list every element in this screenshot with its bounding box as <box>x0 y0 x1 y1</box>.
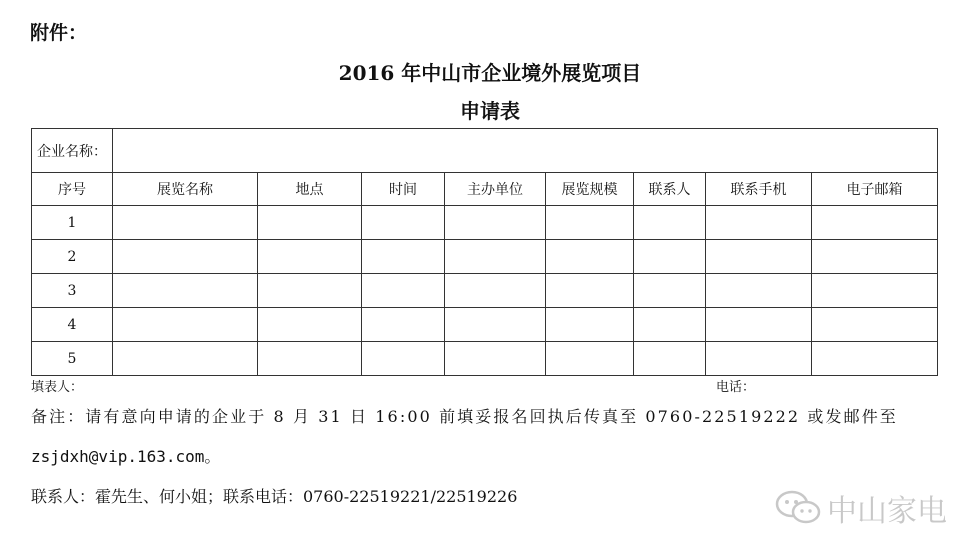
table-header-row <box>32 173 938 206</box>
table-cell[interactable] <box>634 308 706 342</box>
table-cell[interactable] <box>812 308 938 342</box>
table-cell[interactable] <box>706 308 812 342</box>
table-cell[interactable] <box>113 308 258 342</box>
table-cell[interactable] <box>546 240 634 274</box>
column-header-organizer: 主办单位 <box>445 173 546 206</box>
table-cell[interactable] <box>546 206 634 240</box>
table-cell[interactable] <box>258 342 362 376</box>
table-cell[interactable] <box>706 342 812 376</box>
watermark-text: 中山家电 <box>827 494 947 529</box>
table-cell[interactable] <box>706 274 812 308</box>
table-cell[interactable] <box>258 308 362 342</box>
table-cell[interactable] <box>706 240 812 274</box>
form-title: 2016 年中山市企业境外展览项目 <box>338 61 642 85</box>
form-subtitle: 申请表 <box>460 99 520 123</box>
row-number: 5 <box>32 342 113 376</box>
table-row <box>32 308 938 342</box>
column-header-mobile: 联系手机 <box>706 173 812 206</box>
table-cell[interactable] <box>445 342 546 376</box>
table-cell[interactable] <box>706 206 812 240</box>
table-cell[interactable] <box>362 342 445 376</box>
table-cell[interactable] <box>634 206 706 240</box>
table-cell[interactable] <box>258 240 362 274</box>
row-number: 3 <box>32 274 113 308</box>
company-row <box>32 129 938 173</box>
table-cell[interactable] <box>812 342 938 376</box>
column-header-location: 地点 <box>258 173 362 206</box>
table-cell[interactable] <box>362 274 445 308</box>
table-cell[interactable] <box>445 240 546 274</box>
column-header-time: 时间 <box>362 173 445 206</box>
table-cell[interactable] <box>113 342 258 376</box>
company-name-field[interactable] <box>113 129 938 173</box>
table-cell[interactable] <box>445 274 546 308</box>
table-cell[interactable] <box>113 240 258 274</box>
table-cell[interactable] <box>445 206 546 240</box>
column-header-serial: 序号 <box>32 173 113 206</box>
table-cell[interactable] <box>546 342 634 376</box>
table-cell[interactable] <box>113 274 258 308</box>
application-table <box>31 128 938 376</box>
table-cell[interactable] <box>546 274 634 308</box>
column-header-email: 电子邮箱 <box>812 173 938 206</box>
company-name-label: 企业名称： <box>32 129 113 173</box>
table-cell[interactable] <box>258 274 362 308</box>
table-cell[interactable] <box>812 274 938 308</box>
table-cell[interactable] <box>362 308 445 342</box>
note-email: zsjdxh@vip.163.com。 <box>31 447 221 466</box>
phone-label: 电话： <box>716 380 756 395</box>
table-row <box>32 342 938 376</box>
column-header-exhibition-name: 展览名称 <box>113 173 258 206</box>
filler-label: 填表人： <box>31 380 84 395</box>
note-contacts: 联系人：霍先生、何小姐；联系电话：0760-22519221/22519226 <box>31 487 518 506</box>
wechat-icon <box>775 490 821 526</box>
table-row <box>32 240 938 274</box>
table-cell[interactable] <box>812 206 938 240</box>
table-cell[interactable] <box>362 206 445 240</box>
row-number: 2 <box>32 240 113 274</box>
table-row <box>32 274 938 308</box>
note-text: 备注：请有意向申请的企业于 8 月 31 日 16:00 前填妥报名回执后传真至 0760-22519222 或发邮件至 <box>31 407 898 426</box>
table-cell[interactable] <box>258 206 362 240</box>
table-cell[interactable] <box>546 308 634 342</box>
table-cell[interactable] <box>634 342 706 376</box>
table-cell[interactable] <box>812 240 938 274</box>
attachment-label: 附件： <box>30 22 88 44</box>
column-header-contact: 联系人 <box>634 173 706 206</box>
table-cell[interactable] <box>634 240 706 274</box>
table-cell[interactable] <box>634 274 706 308</box>
table-cell[interactable] <box>362 240 445 274</box>
table-row <box>32 206 938 240</box>
row-number: 4 <box>32 308 113 342</box>
column-header-scale: 展览规模 <box>546 173 634 206</box>
table-cell[interactable] <box>445 308 546 342</box>
watermark <box>775 486 947 530</box>
row-number: 1 <box>32 206 113 240</box>
table-cell[interactable] <box>113 206 258 240</box>
